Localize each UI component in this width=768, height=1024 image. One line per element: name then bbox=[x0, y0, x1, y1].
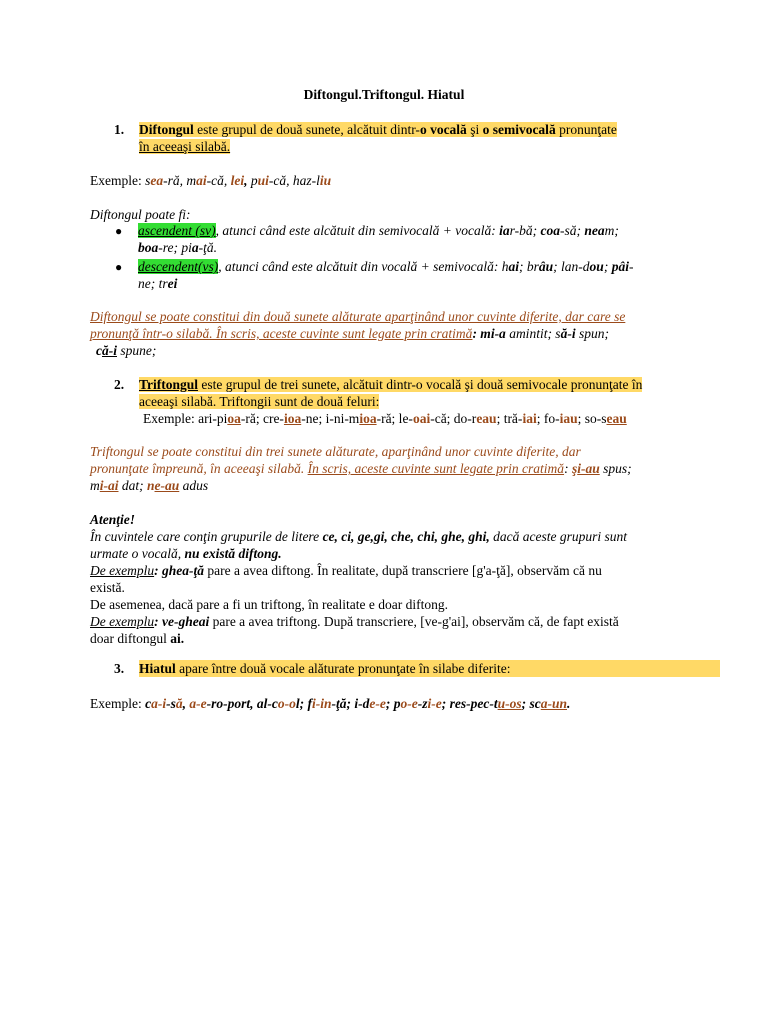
diftong-types-label: Diftongul poate fi: bbox=[90, 207, 191, 222]
page-title: Diftongul.Triftongul. Hiatul bbox=[303, 87, 465, 102]
section-diftongul bbox=[114, 121, 720, 155]
definition-line-2: în aceeaşi silabă. bbox=[139, 139, 231, 154]
diftong-cratima-note: Diftongul se poate constitui din două sunete alăturate aparţinând unor cuvinte diferite, dar care se pronunţă într-o silabă. În scris, aceste cuvinte sunt legate prin cratimă: mi-a amintit; să-i spun; că-i spune; bbox=[90, 309, 626, 358]
section-number: 2. bbox=[114, 377, 125, 392]
section-definition: Hiatul apare între două vocale alăturate pronunţate în silabe diferite: bbox=[139, 660, 720, 677]
term-diftongul: Diftongul bbox=[139, 122, 194, 137]
term-triftongul: Triftongul bbox=[139, 377, 199, 392]
section-triftongul bbox=[114, 376, 720, 427]
term-hiatul: Hiatul bbox=[139, 661, 176, 676]
section-number: 3. bbox=[114, 661, 125, 676]
examples-triftong: Exemple: ari-pioa-ră; cre-ioa-ne; i-ni-mioa-ră; le-oai-că; do-reau; tră-iai; fo-iau; so-seau bbox=[143, 411, 627, 426]
list-item-ascendent: ascendent (sv), atunci când este alcătuit din semivocală + vocală: iar-bă; coa-să; neam; boa-re; pia-ţă. bbox=[138, 223, 619, 255]
bullet-icon: ● bbox=[115, 260, 123, 274]
term-ascendent: ascendent (sv) bbox=[138, 223, 216, 238]
section-definition bbox=[139, 121, 720, 155]
examples-diftong: Exemple: sea-ră, mai-că, lei, pui-că, haz-liu bbox=[90, 173, 332, 188]
section-definition: Triftongul este grupul de trei sunete, alcătuit dintr-o vocală şi două semivocale pronunţate în aceeaşi silabă. Triftongii sunt de două feluri: Exemple: ari-pioa-ră; cre-ioa-ne; i-ni-mioa-ră; le-oai-că; do-reau; tră-iai; fo-iau; so-seau bbox=[139, 377, 643, 426]
atentie-heading: Atenţie! bbox=[90, 512, 136, 527]
examples-hiat: Exemple: ca-i-să, a-e-ro-port, al-co-ol; fi-in-ţă; i-de-e; po-e-zi-e; res-pec-tu-os; sca-un. bbox=[90, 696, 571, 711]
section-number: 1. bbox=[114, 122, 125, 137]
definition-line-1: Diftongul este grupul de două sunete, alcătuit dintr-o vocală şi o semivocală pronunţate bbox=[139, 122, 617, 137]
section-hiatul bbox=[114, 660, 720, 677]
term-descendent: descendent(vs) bbox=[138, 259, 219, 274]
list-item-descendent: descendent(vs), atunci când este alcătuit din vocală + semivocală: hai; brâu; lan-dou; pâi- ne; trei bbox=[138, 259, 634, 291]
atentie-note: Atenţie! În cuvintele care conţin grupurile de litere ce, ci, ge,gi, che, chi, ghe, ghi, dacă aceste grupuri sunt urmate o vocală, nu există diftong. De exemplu: ghea-ţă pare a avea diftong. În realitate, după transcriere [g'a-ţă], observăm că nu există. De asemenea, dacă pare a fi un triftong, în realitate e doar diftong. De exemplu: ve-gheai pare a avea triftong. După transcriere, [ve-g'ai], observăm că, de fapt există doar diftongul ai. bbox=[90, 512, 628, 646]
bullet-icon: ● bbox=[115, 224, 123, 238]
triftong-cratima-note: Triftongul se poate constitui din trei sunete alăturate, aparţinând unor cuvinte diferite, dar pronunţate împreună, în aceeaşi silabă. În scris, aceste cuvinte sunt legate prin cratimă: şi-au spus; mi-ai dat; ne-au adus bbox=[90, 444, 632, 493]
